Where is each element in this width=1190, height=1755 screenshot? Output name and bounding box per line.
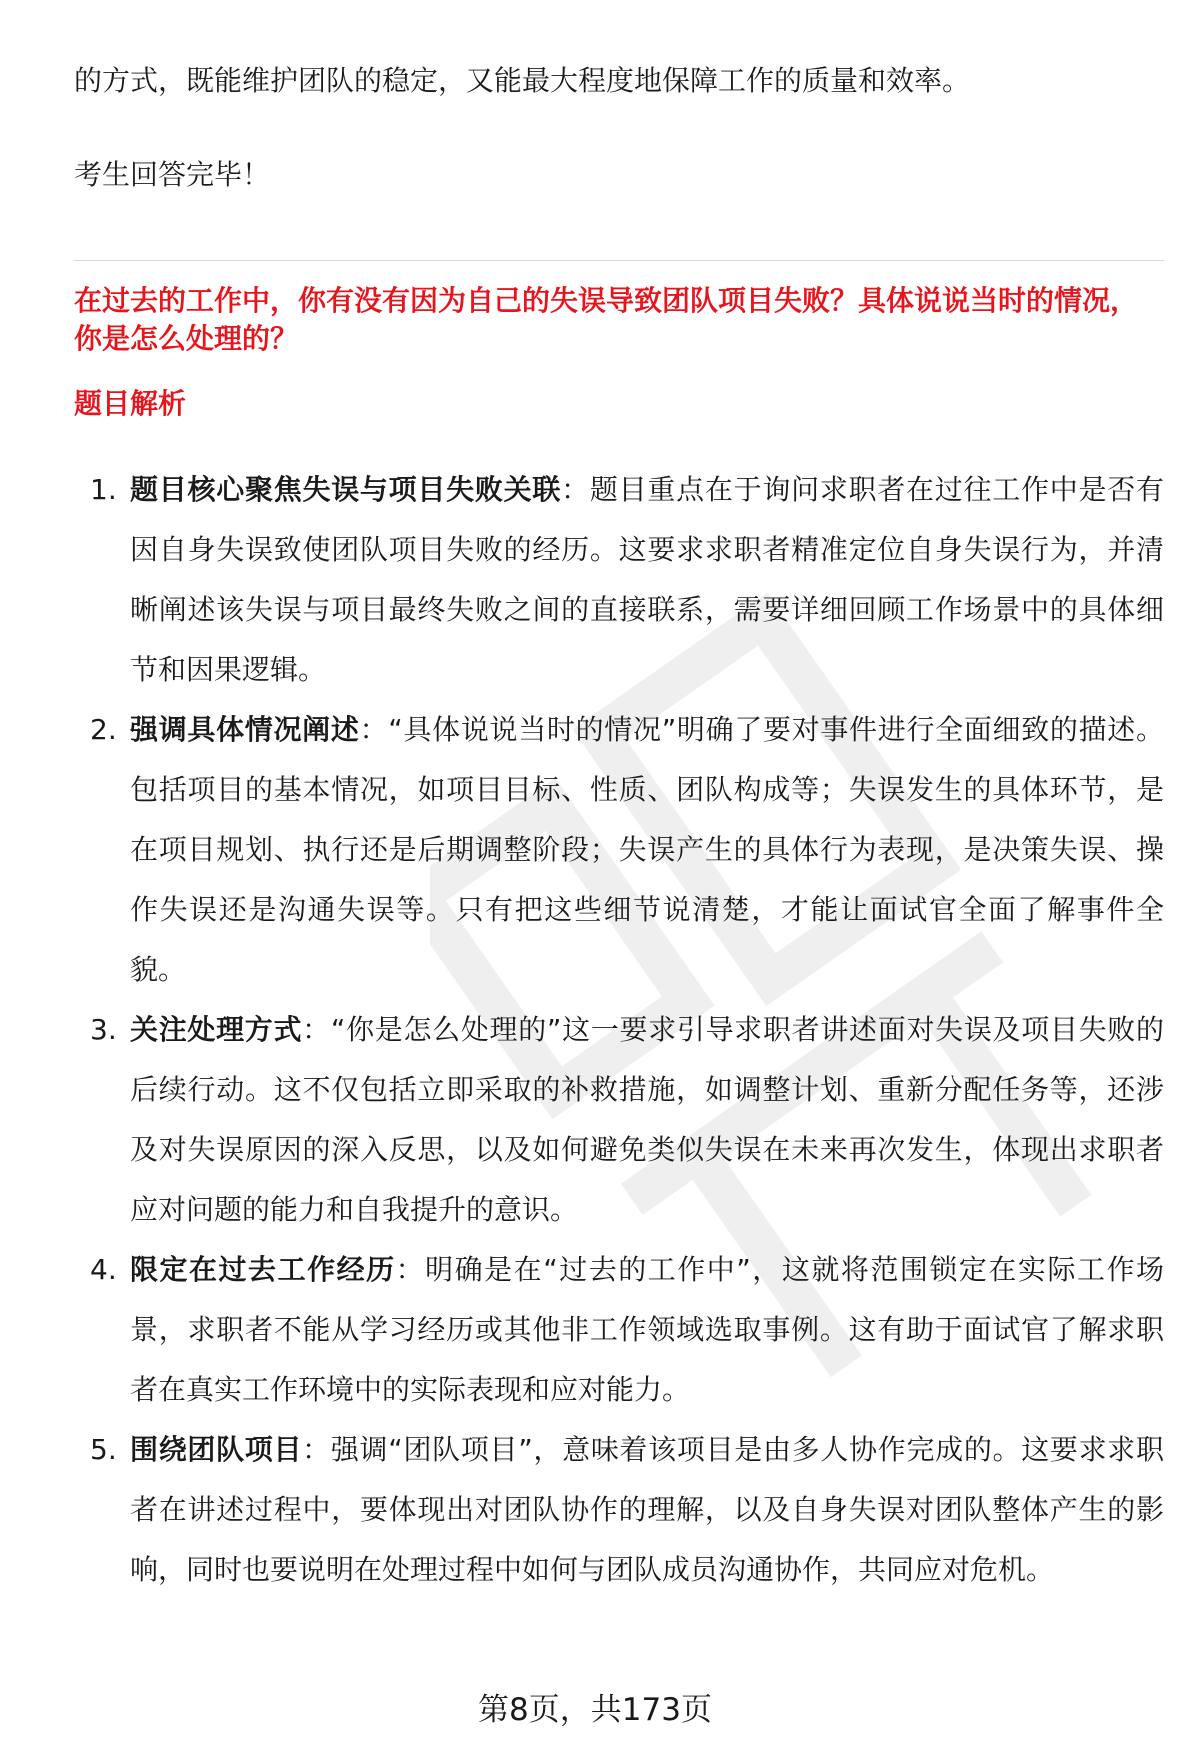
item-title: 关注处理方式 — [130, 1013, 303, 1046]
item-text: ：明确是在“过去的工作中”，这就将范围锁定在实际工作场景，求职者不能从学习经历或其他非工作领域选取事例。这有助于面试官了解求职者在真实工作环境中的实际表现和应对能力。 — [130, 1253, 1164, 1406]
item-text: ：“具体说说当时的情况”明确了要对事件进行全面细致的描述。包括项目的基本情况，如项目目标、性质、团队构成等；失误发生的具体环节，是在项目规划、执行还是后期调整阶段；失误产生的具体行为表现，是决策失误、操作失误还是沟通失误等。只有把这些细节说清楚，才能让面试官全面了解事件全貌。 — [130, 713, 1164, 986]
item-title: 限定在过去工作经历 — [130, 1253, 396, 1286]
question-heading: 在过去的工作中，你有没有因为自己的失误导致团队项目失败？具体说说当时的情况，你是怎么处理的？ — [74, 284, 1139, 355]
item-number: 5. — [90, 1433, 117, 1466]
list-item — [74, 1000, 1164, 1240]
item-text: ：强调“团队项目”，意味着该项目是由多人协作完成的。这要求求职者在讲述过程中，要体现出对团队协作的理解，以及自身失误对团队整体产生的影响，同时也要说明在处理过程中如何与团队成员沟通协作，共同应对危机。 — [130, 1433, 1164, 1586]
item-number: 3. — [90, 1013, 117, 1046]
list-item — [74, 1240, 1164, 1420]
list-item — [74, 460, 1164, 700]
analysis-list — [74, 460, 1164, 1600]
item-title: 围绕团队项目 — [130, 1433, 303, 1466]
item-number: 2. — [90, 713, 117, 746]
item-number: 1. — [90, 473, 117, 506]
item-title: 强调具体情况阐述 — [130, 713, 360, 746]
item-title: 题目核心聚焦失误与项目失败关联 — [130, 473, 562, 506]
page-number-footer: 第8页，共173页 — [478, 1692, 712, 1728]
continuation-paragraph: 的方式，既能维护团队的稳定，又能最大程度地保障工作的质量和效率。 — [74, 64, 971, 97]
item-text: ：题目重点在于询问求职者在过往工作中是否有因自身失误致使团队项目失败的经历。这要求求职者精准定位自身失误行为，并清晰阐述该失误与项目最终失败之间的直接联系，需要详细回顾工作场景中的具体细节和因果逻辑。 — [130, 473, 1164, 686]
list-item — [74, 1420, 1164, 1600]
answer-end-paragraph: 考生回答完毕！ — [74, 158, 271, 191]
list-item — [74, 700, 1164, 1000]
section-divider — [74, 260, 1164, 261]
analysis-title: 题目解析 — [74, 387, 187, 420]
item-number: 4. — [90, 1253, 117, 1286]
item-text: ：“你是怎么处理的”这一要求引导求职者讲述面对失误及项目失败的后续行动。这不仅包括立即采取的补救措施，如调整计划、重新分配任务等，还涉及对失误原因的深入反思，以及如何避免类似失误在未来再次发生，体现出求职者应对问题的能力和自我提升的意识。 — [130, 1013, 1164, 1226]
